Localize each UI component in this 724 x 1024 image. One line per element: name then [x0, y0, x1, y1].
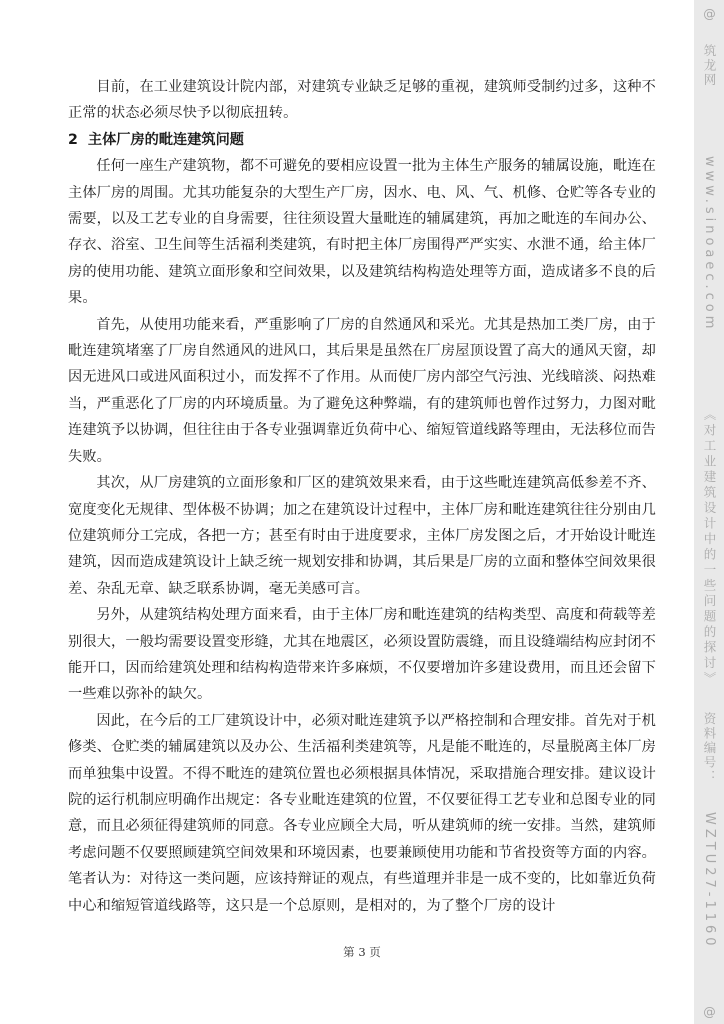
sidebar-site-name: 筑龙网 [702, 44, 717, 88]
paragraph-structure: 另外，从建筑结构处理方面来看，由于主体厂房和毗连建筑的结构类型、高度和荷载等差别很大，一般均需要设置变形缝，尤其在地震区，必须设置防震缝，而且设缝端结构应封闭不能开口，因而给建筑处理和结构构造带来许多麻烦，不仅要增加许多建设费用，而且还会留下一些难以弥补的缺欠。 [68, 607, 656, 703]
sidebar-at-top: @ [702, 6, 717, 23]
paragraph-facade: 其次，从厂房建筑的立面形象和厂区的建筑效果来看，由于这些毗连建筑高低参差不齐、宽度变化无规律、型体极不协调；加之在建筑设计过程中，主体厂房和毗连建筑往往分别由几位建筑师分工完成，各把一方；甚至有时由于进度要求，主体厂房发图之后，才开始设计毗连建筑，因而造成建筑设计上缺乏统一规划安排和协调，其后果是厂房的立面和整体空间效果很差、杂乱无章、缺乏联系协调，毫无美感可言。 [68, 475, 656, 597]
section-number: 2 [68, 131, 78, 148]
sidebar-at-bottom: @ [702, 1004, 717, 1021]
watermark-sidebar [694, 0, 724, 1024]
page-number: 第 3 页 [343, 945, 381, 959]
paragraph-function: 首先，从使用功能来看，严重影响了厂房的自然通风和采光。尤其是热加工类厂房，由于毗连建筑堵塞了厂房自然通风的进风口，其后果是虽然在厂房屋顶设置了高大的通风天窗，却因无进风口或进风面积过小，而发挥不了作用。从而使厂房内部空气污浊、光线暗淡、闷热难当，严重恶化了厂房的内环境质量。为了避免这种弊端，有的建筑师也曾作过努力，力图对毗连建筑予以协调，但往往由于各专业强调靠近负荷中心、缩短管道线路等理由，无法移位而告失败。 [68, 316, 656, 465]
sidebar-doc-title: 《对工业建筑设计中的一些问题的探讨》 [702, 408, 717, 687]
paragraph-overview: 任何一座生产建筑物，都不可避免的要相应设置一批为主体生产服务的辅属设施，毗连在主体厂房的周围。尤其功能复杂的大型生产厂房，因水、电、风、气、机修、仓贮等各专业的需要，以及工艺专业的自身需要，往往须设置大量毗连的辅属建筑，再加之毗连的车间办公、存衣、浴室、卫生间等生活福利类建筑，有时把主体厂房围得严严实实、水泄不通，给主体厂房的使用功能、建筑立面形象和空间效果，以及建筑结构构造处理等方面，造成诸多不良的后果。 [68, 158, 656, 307]
section-title: 主体厂房的毗连建筑问题 [87, 131, 244, 148]
document-body [68, 74, 656, 919]
paragraph-conclusion: 因此，在今后的工厂建筑设计中，必须对毗连建筑予以严格控制和合理安排。首先对于机修类、仓贮类的辅属建筑以及办公、生活福利类建筑等，凡是能不毗连的，尽量脱离主体厂房而单独集中设置。不得不毗连的建筑位置也必须根据具体情况，采取措施合理安排。建议设计院的运行机制应明确作出规定：各专业毗连建筑的位置，不仅要征得工艺专业和总图专业的同意，而且必须征得建筑师的同意。各专业应顾全大局，听从建筑师的统一安排。当然，建筑师考虑问题不仅要照顾建筑空间效果和环境因素，也要兼顾使用功能和节省投资等方面的内容。笔者认为：对待这一类问题，应该持辩证的观点，有些道理并非是一成不变的，比如靠近负荷中心和缩短管道线路等，这只是一个总原则，是相对的，为了整个厂房的设计 [68, 712, 656, 914]
sidebar-docno: WZTU27-1160 [702, 812, 717, 950]
sidebar-docno-label: 资料编号： [702, 712, 717, 785]
sidebar-url: www.sinoaec.com [702, 156, 717, 333]
section-heading [68, 127, 656, 153]
paragraph-intro: 目前，在工业建筑设计院内部，对建筑专业缺乏足够的重视，建筑师受制约过多，这种不正常的状态必须尽快予以彻底扭转。 [68, 79, 656, 122]
